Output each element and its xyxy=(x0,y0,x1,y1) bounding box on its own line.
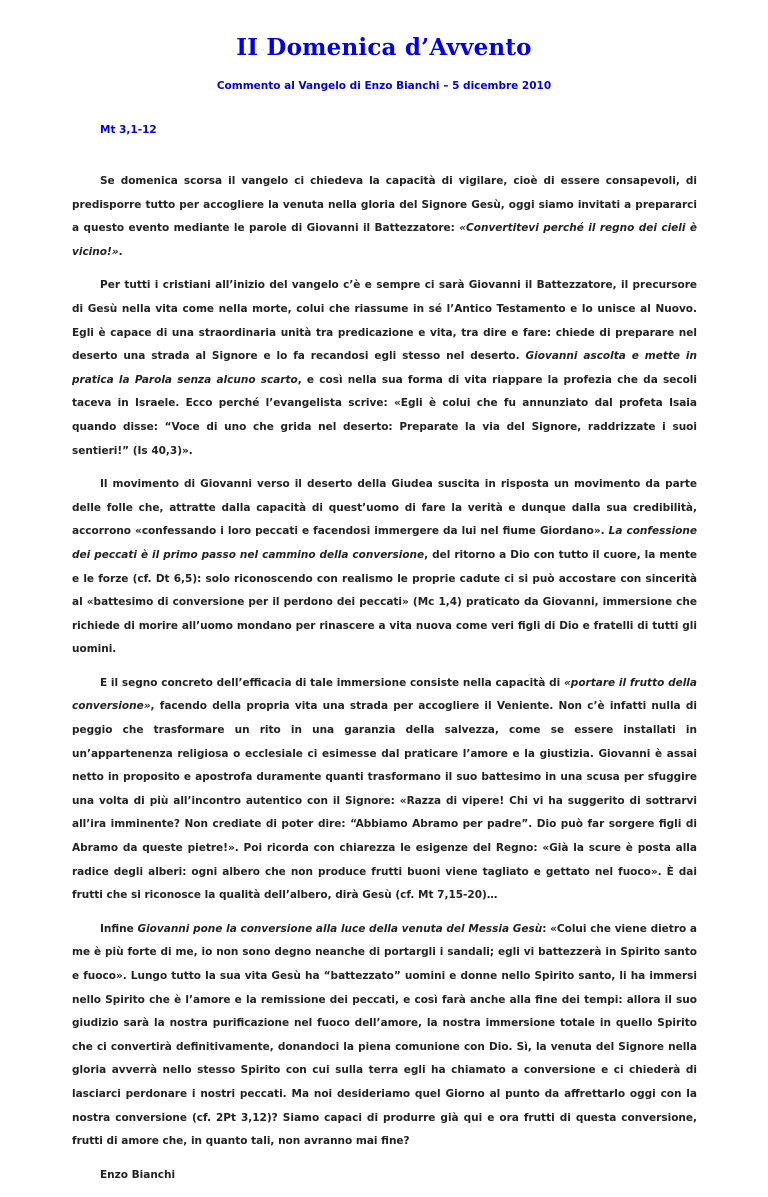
text-run: Il movimento di Giovanni verso il deserto della Giudea suscita in risposta un movimento da parte delle folle che, attratte dalla capacità di quest’uomo di fare la verità e dunque dalla sua credibilità, accorrono «confessando i loro peccati e facendosi immergere da lui nel fiume Giordano». xyxy=(72,478,697,538)
paragraph-4 xyxy=(72,672,697,908)
paragraph-2 xyxy=(72,274,697,463)
text-run: La confessione dei peccati è il primo passo nel cammino della conversione xyxy=(72,525,697,561)
paragraph-3 xyxy=(72,473,697,662)
text-run: , e così nella sua forma di vita riappare la profezia che da secoli taceva in Israele. Ecco perché l’evangelista scrive: «Egli è colui che fu annunziato dal profeta Isaia quando disse: “Voce di uno che grida nel deserto: Preparate la via del Signore, raddrizzate i suoi sentieri!” (Is 40,3)». xyxy=(72,373,698,457)
text-run: , del ritorno a Dio con tutto il cuore, la mente e le forze (cf. Dt 6,5): solo riconoscendo con realismo le proprie cadute ci si può accostare con sincerità al «battesimo di conversione per il perdono dei peccati» (Mc 1,4) praticato da Giovanni, immersione che richiede di morire all’uomo mondano per rinascere a vita nuova come veri figli di Dio e fratelli di tutti gli uomini. xyxy=(72,548,697,656)
text-run: E il segno concreto dell’efficacia di tale immersione consiste nella capacità di xyxy=(100,676,564,689)
text-run: «portare il frutto della conversione» xyxy=(72,676,697,713)
paragraph-1 xyxy=(72,170,697,264)
text-run: . xyxy=(118,245,123,258)
article-body xyxy=(72,170,697,1197)
paragraph-5 xyxy=(72,918,697,1154)
text-run: Se domenica scorsa il vangelo ci chiedeva la capacità di vigilare, cioè di essere consapevoli, di predisporre tutto per accogliere la venuta nella gloria del Signore Gesù, oggi siamo invitati a prepararci a questo evento mediante le parole di Giovanni il Battezzatore: xyxy=(72,175,697,235)
gospel-reference: Mt 3,1-12 xyxy=(100,124,157,136)
text-run: «Convertitevi perché il regno dei cieli è vicino!» xyxy=(72,222,697,258)
text-run: Giovanni ascolta e mette in pratica la Parola senza alcuno scarto xyxy=(72,350,697,386)
text-run: : «Colui che viene dietro a me è più forte di me, io non sono degno neanche di portargli i sandali; egli vi battezzerà in Spirito santo e fuoco». Lungo tutto la sua vita Gesù ha “battezzato” uomini e donne nello Spirito santo, li ha immersi nello Spirito che è l’amore e la remissione dei peccati, e così farà anche alla fine dei tempi: allora il suo giudizio sarà la nostra purificazione nel fuoco dell’amore, la nostra immersione totale in quello Spirito che ci convertirà definitivamente, donandoci la piena comunione con Dio. Sì, la venuta del Signore nella gloria avverrà nello stesso Spirito con cui sulla terra egli ha chiamato a conversione e ci chiederà di lasciarci perdonare i nostri peccati. Ma noi desideriamo quel Giorno al punto da affrettarlo oggi con la nostra conversione (cf. 2Pt 3,12)? Siamo capaci di produrre già qui e ora frutti di questa conversione, frutti di amore che, in quanto tali, non avranno mai fine? xyxy=(72,922,697,1148)
text-run: Per tutti i cristiani all’inizio del vangelo c’è e sempre ci sarà Giovanni il Battezzatore, il precursore di Gesù nella vita come nella morte, colui che riassume in sé l’Antico Testamento e lo unisce al Nuovo. Egli è capace di una straordinaria unità tra predicazione e vita, tra dire e fare: chiede di preparare nel deserto una strada al Signore e lo fa recandosi egli stesso nel deserto. xyxy=(72,279,697,363)
text-run: , facendo della propria vita una strada per accogliere il Veniente. Non c’è infatti nulla di peggio che trasformare un rito in una garanzia della salvezza, come se essere installati in un’appartenenza religiosa o ecclesiale ci esimesse dal praticare l’amore e la giustizia. Giovanni è assai netto in proposito e apostrofa duramente quanti trasformano il suo battesimo in una scusa per sfuggire una volta di più all’incontro autentico con il Signore: «Razza di vipere! Chi vi ha suggerito di sottrarvi all’ira imminente? Non crediate di poter dire: “Abbiamo Abramo per padre”. Dio può far sorgere figli di Abramo da queste pietre!». Poi ricorda con chiarezza le esigenze del Regno: «Già la scure è posta alla radice degli alberi: ogni albero che non produce frutti buoni viene tagliato e gettato nel fuoco». È dai frutti che si riconosce la qualità dell’albero, dirà Gesù (cf. Mt 7,15-20)… xyxy=(72,700,697,902)
page-subtitle: Commento al Vangelo di Enzo Bianchi – 5 dicembre 2010 xyxy=(216,80,552,92)
text-run: Infine xyxy=(100,922,138,935)
author-signature: Enzo Bianchi xyxy=(100,1168,176,1181)
page-title: II Domenica d’Avvento xyxy=(236,34,532,61)
text-run: Giovanni pone la conversione alla luce della venuta del Messia Gesù xyxy=(137,922,543,935)
